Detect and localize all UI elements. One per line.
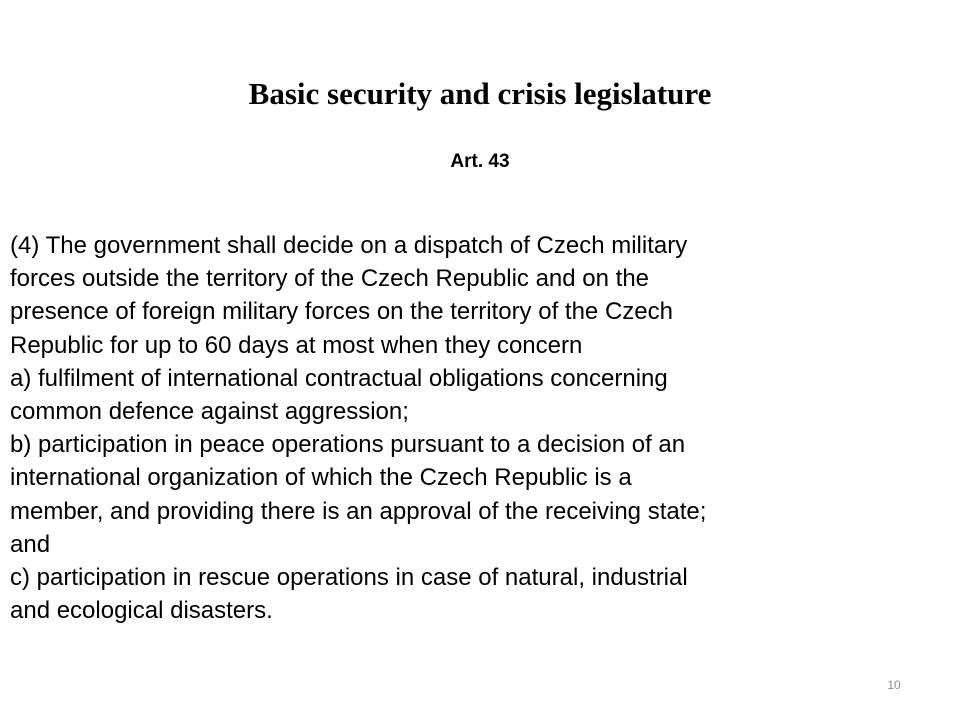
body-line: Republic for up to 60 days at most when they concern <box>10 331 583 359</box>
body-line: c) participation in rescue operations in case of natural, industrial <box>10 564 688 592</box>
body-text <box>10 229 950 627</box>
body-line: and ecological disasters. <box>10 597 273 625</box>
body-line: international organization of which the Czech Republic is a <box>10 464 632 492</box>
body-line: and <box>10 530 51 558</box>
article-label: Art. 43 <box>450 151 510 172</box>
body-line: forces outside the territory of the Czech Republic and on the <box>10 265 650 293</box>
page-number: 10 <box>887 678 901 692</box>
slide-title: Basic security and crisis legislature <box>248 76 712 111</box>
body-line: a) fulfilment of international contractual obligations concerning <box>10 364 668 392</box>
body-line: common defence against aggression; <box>10 398 409 426</box>
body-line: member, and providing there is an approval of the receiving state; <box>10 497 707 525</box>
body-line: presence of foreign military forces on the territory of the Czech <box>10 298 673 326</box>
body-line: (4) The government shall decide on a dispatch of Czech military <box>10 232 688 259</box>
body-line: b) participation in peace operations pursuant to a decision of an <box>10 431 686 459</box>
